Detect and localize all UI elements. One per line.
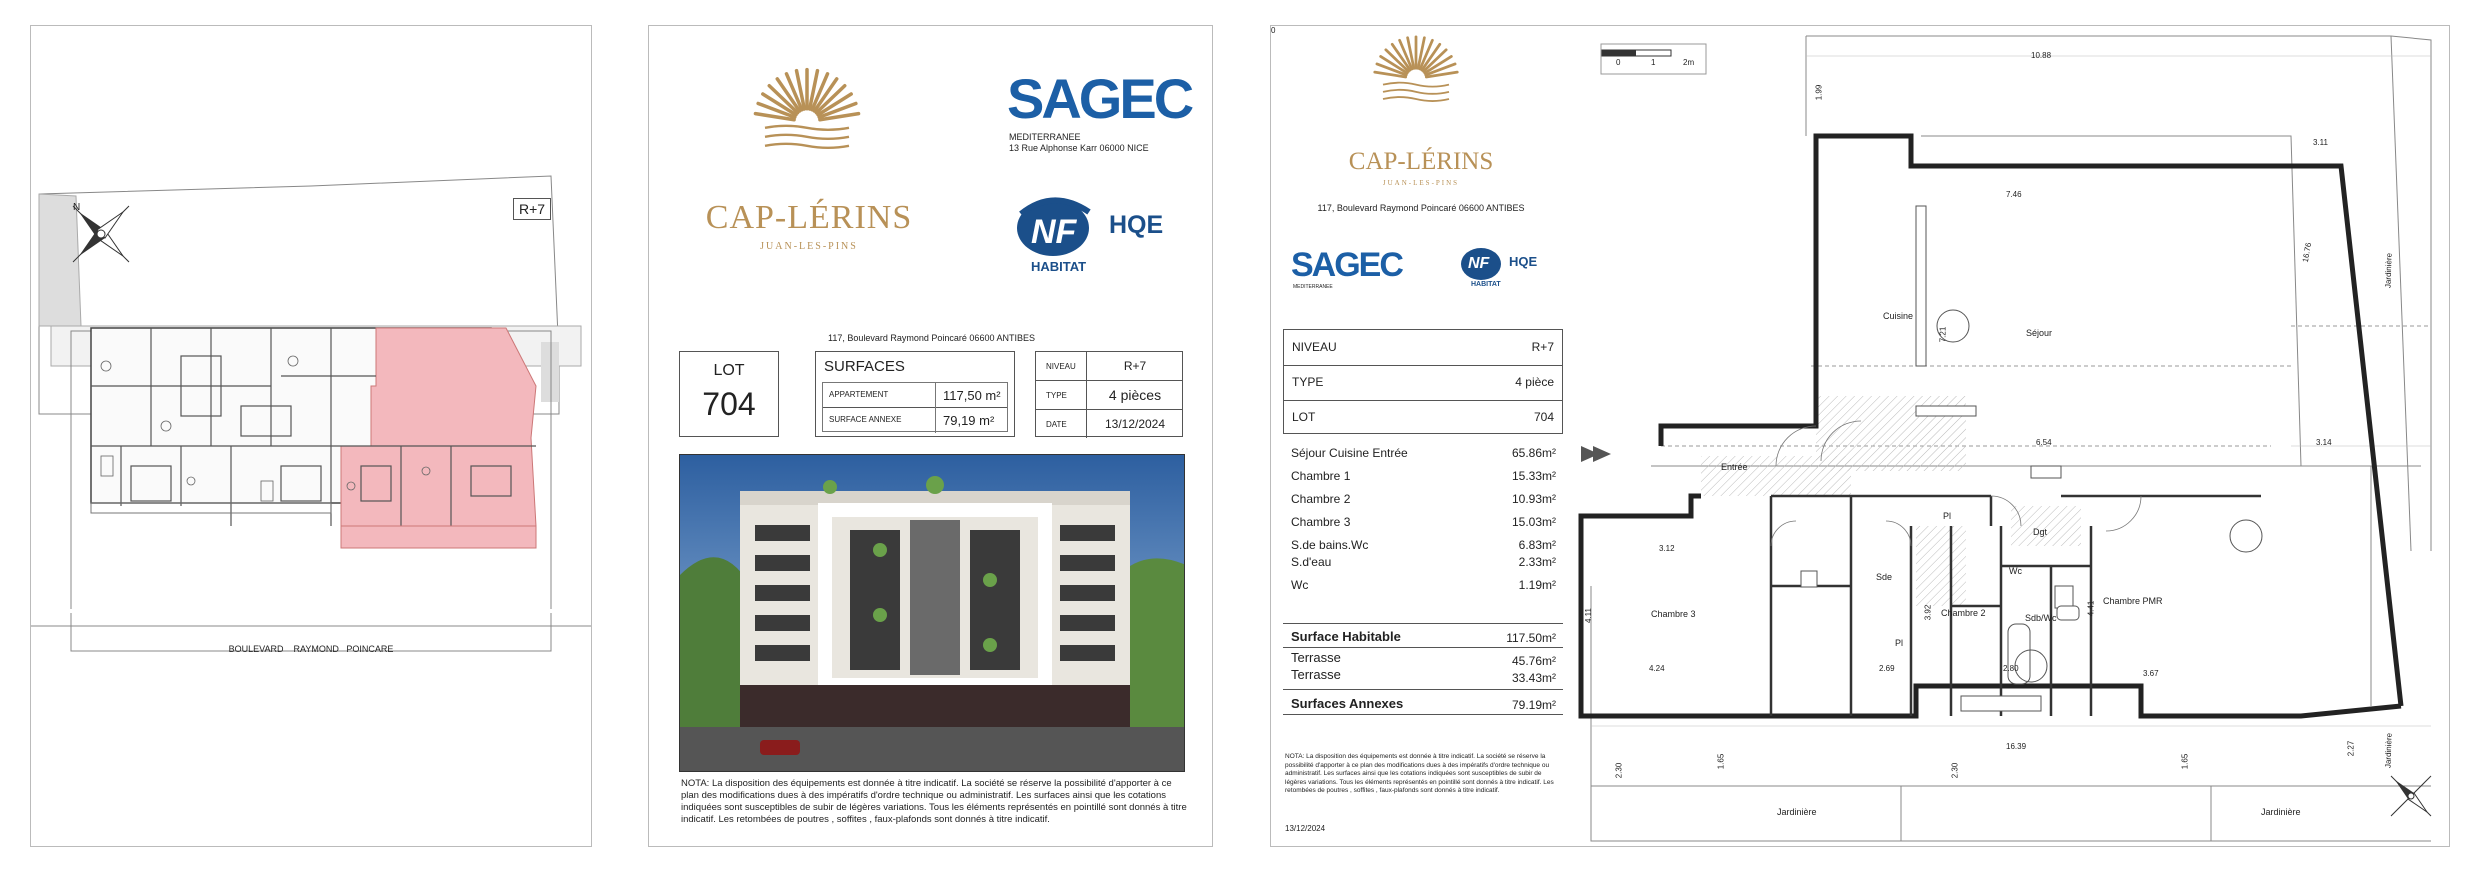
dimension-label: 3.12	[1659, 544, 1675, 553]
developer-address: 13 Rue Alphonse Karr 06000 NICE	[1009, 143, 1149, 153]
cert-sub: HABITAT	[1471, 281, 1501, 288]
room-label-cuisine: Cuisine	[1883, 311, 1914, 321]
cert-ribbon: CERTIFIÉ PAR CERQUAL	[1021, 191, 1081, 197]
developer-sub: MEDITERRANEE	[1009, 132, 1081, 142]
compass-icon	[2391, 776, 2431, 816]
building-render-image	[679, 454, 1185, 772]
surface-row-label: APPARTEMENT	[829, 390, 889, 399]
plan-date: 13/12/2024	[1285, 824, 1326, 833]
dimension-label: 3.92	[1923, 604, 1933, 621]
room-row: Chambre 3 15.03m²	[1291, 515, 1556, 529]
dimension-label: 7.21	[1938, 326, 1948, 343]
scale-label-2: 2m	[1683, 58, 1695, 67]
dimension-label: 1.65	[1716, 753, 1726, 770]
summary-page	[648, 25, 1213, 847]
info-label: NIVEAU	[1046, 362, 1076, 371]
dimension-label: 2.27	[2346, 740, 2356, 757]
site-plan-drawing	[31, 26, 592, 847]
developer-logo: SAGEC	[1291, 246, 1402, 284]
project-address: 117, Boulevard Raymond Poincaré 06600 ANTIBES	[1317, 203, 1525, 213]
dimension-label: 7.46	[2006, 190, 2022, 199]
room-label-wc: Wc	[2009, 566, 2022, 576]
sun-wave	[765, 126, 849, 130]
habitable-label: Surface Habitable	[1291, 629, 1401, 644]
dimension-label: 3.14	[2316, 438, 2332, 447]
dimension-label: 2.69	[1879, 664, 1895, 673]
brand-name: CAP-LÉRINS	[705, 199, 913, 236]
sun-wave	[765, 144, 849, 148]
room-list	[1291, 446, 1556, 601]
lot-label: LOT	[713, 362, 745, 379]
sun-wave	[765, 135, 849, 139]
garden-label: Jardinière	[1777, 807, 1817, 817]
info-value: R+7	[1123, 359, 1147, 373]
brand-tagline: JUAN-LES-PINS	[1382, 179, 1460, 187]
summary-note: NOTA: La disposition des équipements est donnée à titre indicatif. La société se réserve la possibilité d'apporter à ce plan des modifications dues à des impératifs d'ordre technique ou administratif. Les surfaces ainsi que les cotations indiquées sont susceptibles de subir de légères variations. Tous les éléments représentés en pointillé sont donnés à titre indicatif. Les retombées de poutres , soffites , faux-plafonds sont donnés à titre indicatif.	[681, 778, 1187, 825]
room-label-pl: Pl	[1943, 511, 1952, 521]
info-value: 13/12/2024	[1104, 417, 1166, 431]
dimension-label: 2.30	[1614, 762, 1624, 779]
dimension-label: 4.24	[1649, 664, 1665, 673]
room-label-dgt: Dgt	[2033, 527, 2048, 537]
room-label-entree: Entrée	[1721, 462, 1748, 472]
lot-box	[679, 351, 779, 437]
dimension-label: 4.11	[1583, 608, 1593, 623]
site-plan-page	[30, 25, 592, 847]
brand-name: CAP-LÉRINS	[1348, 148, 1494, 175]
terrace-value: 33.43m²	[1511, 671, 1556, 685]
plan-sheet-page	[1270, 25, 2450, 847]
room-label-sejour: Séjour	[2026, 328, 2053, 338]
dimension-label: 3.11	[2313, 138, 2328, 147]
surfaces-title: SURFACES	[824, 358, 905, 375]
cert-nf: NF	[1468, 255, 1490, 272]
cert-hqe: HQE	[1509, 254, 1538, 269]
project-address: 117, Boulevard Raymond Poincaré 06600 ANTIBES	[828, 333, 1035, 343]
room-label-sde: Sde	[1876, 572, 1893, 582]
header-label: TYPE	[1292, 375, 1324, 389]
room-label-chambre-pmr: Chambre PMR	[2103, 596, 2163, 606]
dimension-label: 2.80	[2003, 664, 2019, 673]
dimension-label: 6.54	[2036, 438, 2052, 447]
developer-logo: SAGEC	[1007, 67, 1192, 130]
street-label: BOULEVARD RAYMOND POINCARE	[228, 644, 394, 654]
room-label-chambre2: Chambre 2	[1941, 608, 1986, 618]
info-value: 4 pièces	[1108, 387, 1162, 403]
brand-tagline: JUAN-LES-PINS	[760, 241, 858, 252]
dimension-label: 2.30	[1950, 762, 1960, 779]
scale-label-0: 0	[1271, 26, 1276, 35]
room-row: S.de bains.Wc 6.83m²	[1291, 538, 1556, 552]
scale-label-1: 1	[1651, 58, 1656, 67]
room-row: Chambre 1 15.33m²	[1291, 469, 1556, 483]
sunrise-logo-icon	[1361, 34, 1471, 106]
floor-plan-drawing	[1571, 26, 2450, 847]
header-value: 4 pièce	[1515, 375, 1554, 389]
level-badge: R+7	[513, 198, 551, 220]
compass-north-label: N	[73, 202, 81, 213]
plan-header-table	[1283, 329, 1563, 434]
surfaces-box	[815, 351, 1015, 437]
info-label: TYPE	[1046, 391, 1067, 400]
lot-number: 704	[702, 386, 756, 422]
annexes-label: Surfaces Annexes	[1291, 696, 1404, 711]
garden-label: Jardinière	[2383, 252, 2394, 289]
habitable-value: 117.50m²	[1506, 631, 1556, 645]
dimension-label: 16.39	[2006, 742, 2027, 751]
info-box	[1035, 351, 1183, 437]
cert-sub: HABITAT	[1031, 259, 1087, 274]
annexes-value: 79.19m²	[1511, 698, 1556, 712]
sun-wave	[1383, 83, 1449, 87]
surface-row-value: 79,19 m²	[943, 413, 995, 428]
plan-note: NOTA: La disposition des équipements est donnée à titre indicatif. La société se réserve la possibilité d'apporter à ce plan des modifications dues à des impératifs d'ordre technique ou administratif. Les surfaces ainsi que les cotations indiquées sont susceptibles de subir de légères variations. Tous les éléments représentés en pointillé sont donnés à titre indicatif. Les retombées de poutres , soffites , faux-plafonds sont donnés à titre indicatif.	[1285, 753, 1554, 794]
terrace-label: Terrasse	[1291, 650, 1341, 665]
terrace-label: Terrasse	[1291, 667, 1341, 682]
room-label-sdbwc: Sdb/Wc	[2025, 613, 2057, 623]
garden-label: Jardinière	[2383, 732, 2394, 769]
compass-icon	[73, 206, 129, 262]
header-value: 704	[1533, 410, 1554, 424]
room-row: Wc 1.19m²	[1291, 578, 1556, 592]
room-row: S.d'eau 2.33m²	[1291, 555, 1556, 569]
garden-label: Jardinière	[2261, 807, 2301, 817]
sun-wave	[1383, 97, 1449, 101]
surface-row-value: 117,50 m²	[943, 388, 1001, 403]
room-row: Chambre 2 10.93m²	[1291, 492, 1556, 506]
surface-row-label: SURFACE ANNEXE	[829, 415, 902, 424]
header-value: R+7	[1531, 340, 1554, 354]
terrace-value: 45.76m²	[1511, 654, 1556, 668]
info-label: DATE	[1046, 420, 1067, 429]
header-label: LOT	[1292, 410, 1316, 424]
cert-hqe: HQE	[1109, 211, 1164, 239]
room-label-chambre3: Chambre 3	[1651, 609, 1696, 619]
dimension-label: 4.41	[2086, 600, 2096, 617]
sun-wave	[1383, 90, 1449, 94]
room-label-pl: Pl	[1895, 638, 1904, 648]
cert-nf: NF	[1031, 213, 1077, 251]
dimension-label: 16.76	[2300, 241, 2314, 264]
sunrise-logo-icon	[737, 66, 877, 156]
dimension-label: 1.99	[1814, 84, 1824, 101]
developer-sub-small: MEDITERRANEE	[1293, 284, 1333, 290]
room-row: Séjour Cuisine Entrée 65.86m²	[1291, 446, 1556, 460]
dimension-label: 10.88	[2031, 51, 2052, 60]
scale-label-0: 0	[1616, 58, 1621, 67]
dimension-label: 3.67	[2143, 669, 2159, 678]
header-label: NIVEAU	[1292, 340, 1337, 354]
dimension-label: 1.65	[2180, 753, 2190, 770]
